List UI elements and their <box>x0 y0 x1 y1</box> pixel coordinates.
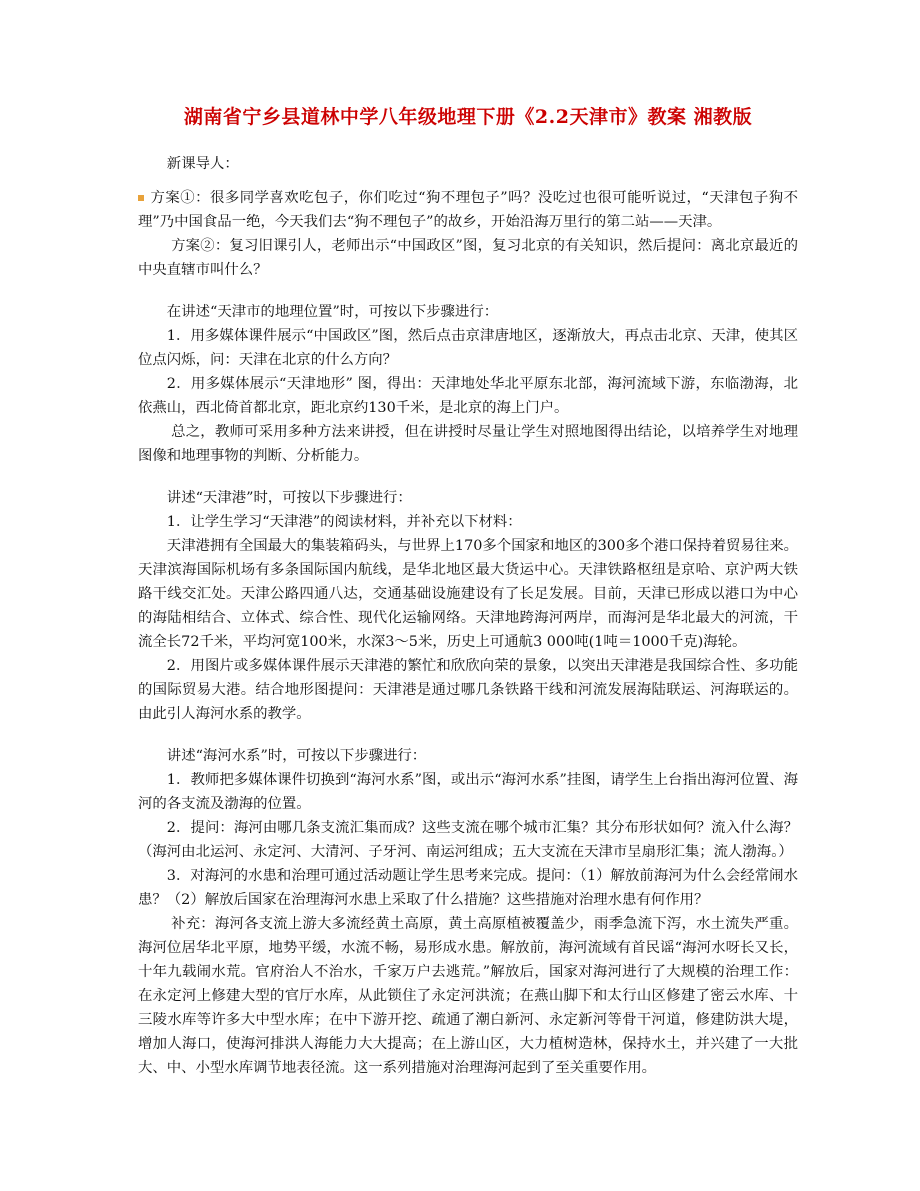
intro-heading: 新课导人： <box>166 156 239 172</box>
document-page <box>138 104 798 1080</box>
section-port-heading: 讲述“天津港”时，可按以下步骤进行： <box>166 490 412 506</box>
section-river-supplement: 补充：海河各支流上游大多流经黄土高原，黄土高原植被覆盖少，雨季急流下泻，水土流失严重。海河位居华北平原，地势平缓，水流不畅，易形成水患。解放前，海河流域有首民谣“海河水呀长又长，十年九载闹水荒。官府治人不治水，千家万户去逃荒。”解放后，国家对海河进行了大规模的治理工作：在永定河上修建大型的官厅水库，从此锁住了永定河洪流；在燕山脚下和太行山区修建了密云水库、十三陵水库等许多大中型水库；在中下游开挖、疏通了潮白新河、永定新河等骨干河道，修建防洪大堤，增加人海口，使海河排洪人海能力大大提高；在上游山区，大力植树造林，保持水土，并兴建了一大批大、中、小型水库调节地表径流。这一系列措施对治理海河起到了至关重要作用。 <box>138 916 798 1076</box>
section-location-step-1: 1．用多媒体课件展示“中国政区”图，然后点击京津唐地区，逐渐放大，再点击北京、天津，使其区位点闪烁，问：天津在北京的什么方向？ <box>138 328 798 368</box>
section-location-summary: 总之，教师可采用多种方法来讲授，但在讲授时尽量让学生对照地图得出结论，以培养学生对地理图像和地理事物的判断、分析能力。 <box>138 424 798 464</box>
section-river-step-3: 3．对海河的水患和治理可通过活动题让学生思考来完成。提问：（1）解放前海河为什么会经常闹水患？（2）解放后国家在治理海河水患上采取了什么措施？这些措施对治理水患有何作用？ <box>138 868 798 908</box>
section-port-step-1: 1．让学生学习“天津港”的阅读材料，并补充以下材料： <box>166 514 522 530</box>
section-river-step-2: 2．提问：海河由哪几条支流汇集而成？这些支流在哪个城市汇集？其分布形状如何？流入什么海？（海河由北运河、永定河、大清河、子牙河、南运河组成；五大支流在天津市呈扇形汇集；流人渤海。） <box>138 820 798 860</box>
section-port-material: 天津港拥有全国最大的集装箱码头，与世界上170多个国家和地区的300多个港口保持着贸易往来。天津滨海国际机场有多条国际国内航线，是华北地区最大货运中心。天津铁路枢纽是京哈、京沪两大铁路干线交汇处。天津公路四通八达，交通基础设施建设有了长足发展。目前，天津已形成以港口为中心的海陆相结合、立体式、综合性、现代化运输网络。天津地跨海河两岸，而海河是华北最大的河流，干流全长72千米，平均河宽100米，水深3～5米，历史上可通航3 000吨(1吨＝1000千克)海轮。 <box>138 538 798 650</box>
bullet-marker-icon <box>138 195 144 201</box>
document-title: 湖南省宁乡县道林中学八年级地理下册《2.2天津市》教案 湘教版 <box>183 106 753 128</box>
section-location-heading: 在讲述“天津市的地理位置”时，可按以下步骤进行： <box>166 304 499 320</box>
plan-one-paragraph <box>138 186 798 234</box>
plan-one-text: 方案①：很多同学喜欢吃包子，你们吃过“狗不理包子”吗？没吃过也很可能听说过，“天津包子狗不理”乃中国食品一绝，今天我们去“狗不理包子”的故乡，开始沿海万里行的第二站——天津。 <box>138 190 798 230</box>
section-port-step-2: 2．用图片或多媒体课件展示天津港的繁忙和欣欣向荣的景象，以突出天津港是我国综合性、多功能的国际贸易大港。结合地形图提问：天津港是通过哪几条铁路干线和河流发展海陆联运、河海联运的。由此引人海河水系的教学。 <box>138 658 798 722</box>
section-location-step-2: 2．用多媒体展示“天津地形” 图，得出：天津地处华北平原东北部，海河流域下游，东临渤海，北依燕山，西北倚首都北京，距北京约130千米，是北京的海上门户。 <box>138 376 798 416</box>
plan-two-paragraph: 方案②：复习旧课引人，老师出示“中国政区”图，复习北京的有关知识，然后提问：离北京最近的中央直辖市叫什么？ <box>138 238 798 278</box>
section-river-heading: 讲述“海河水系”时，可按以下步骤进行： <box>166 748 427 764</box>
section-river-step-1: 1．教师把多媒体课件切换到“海河水系”图，或出示“海河水系”挂图，请学生上台指出海河位置、海河的各支流及渤海的位置。 <box>138 772 798 812</box>
